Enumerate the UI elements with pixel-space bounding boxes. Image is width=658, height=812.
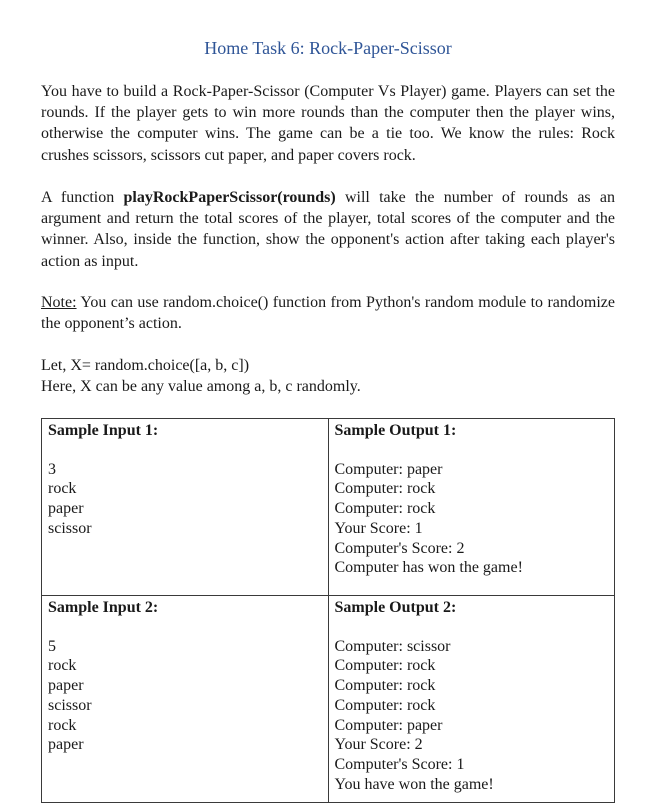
sample-input-1-header: Sample Input 1: (48, 422, 159, 439)
note-text: You can use random.choice() function from Python's random module to randomize the opponent’s action. (41, 294, 615, 333)
sample-input-2-line: paper (48, 677, 84, 695)
function-signature: playRockPaperScissor(rounds) (123, 189, 336, 206)
example-paragraph (41, 355, 615, 397)
sample-row-2 (42, 596, 615, 803)
sample-output-1-line: Computer: rock (334, 480, 436, 498)
sample-output-2-line: Computer: rock (334, 657, 436, 675)
sample-input-2-line: 5 (48, 637, 56, 655)
sample-input-2-line: rock (48, 716, 77, 734)
sample-output-2-line: Computer: paper (334, 716, 443, 734)
sample-input-1-line: scissor (48, 519, 92, 537)
sample-input-1-line: rock (48, 480, 77, 498)
here-line: Here, X can be any value among a, b, c randomly. (41, 378, 361, 396)
function-intro-text: A function (41, 189, 124, 206)
sample-output-1-line: Computer has won the game! (334, 559, 523, 577)
samples-table (41, 418, 615, 803)
sample-input-2-cell (42, 596, 329, 803)
sample-output-2-cell (328, 596, 615, 803)
function-paragraph (41, 187, 615, 272)
sample-output-2-line: Computer: rock (334, 696, 436, 714)
sample-input-2-line: rock (48, 657, 77, 675)
sample-input-2-line: paper (48, 736, 84, 754)
let-line: Let, X= random.choice([a, b, c]) (41, 357, 250, 374)
sample-input-2-line: scissor (48, 696, 92, 714)
sample-input-2-header: Sample Input 2: (48, 599, 159, 616)
sample-output-1-line: Computer: rock (334, 500, 436, 518)
sample-output-1-line: Your Score: 1 (334, 519, 423, 537)
sample-input-1-line: 3 (48, 460, 56, 478)
sample-row-1 (42, 419, 615, 596)
page-title: Home Task 6: Rock-Paper-Scissor (204, 38, 452, 58)
sample-output-1-header: Sample Output 1: (334, 422, 457, 439)
sample-output-2-line: Computer: rock (334, 677, 436, 695)
note-paragraph (41, 292, 615, 334)
sample-output-1-cell (328, 419, 615, 596)
sample-output-2-line: You have won the game! (334, 775, 494, 793)
description-paragraph: You have to build a Rock-Paper-Scissor (Computer Vs Player) game. Players can set the rounds. If the player gets to win more rounds than the computer then the player wins, otherwise the computer wins. The game can be a tie too. We know the rules: Rock crushes scissors, scissors cut paper, and paper covers rock. (41, 83, 615, 164)
sample-output-1-line: Computer's Score: 2 (334, 539, 465, 557)
note-label: Note: (41, 294, 77, 311)
sample-output-2-line: Computer: scissor (334, 637, 451, 655)
sample-output-1-line: Computer: paper (334, 460, 443, 478)
sample-output-2-header: Sample Output 2: (334, 599, 457, 616)
function-description-text: will take the number of rounds as an argument and return the total scores of the player, total scores of the computer and the winner. Also, inside the function, show the opponent's action after taking each player's action as input. (41, 189, 615, 270)
sample-input-1-cell (42, 419, 329, 596)
sample-input-1-line: paper (48, 500, 84, 518)
sample-output-2-line: Computer's Score: 1 (334, 755, 465, 773)
sample-output-2-line: Your Score: 2 (334, 736, 423, 754)
